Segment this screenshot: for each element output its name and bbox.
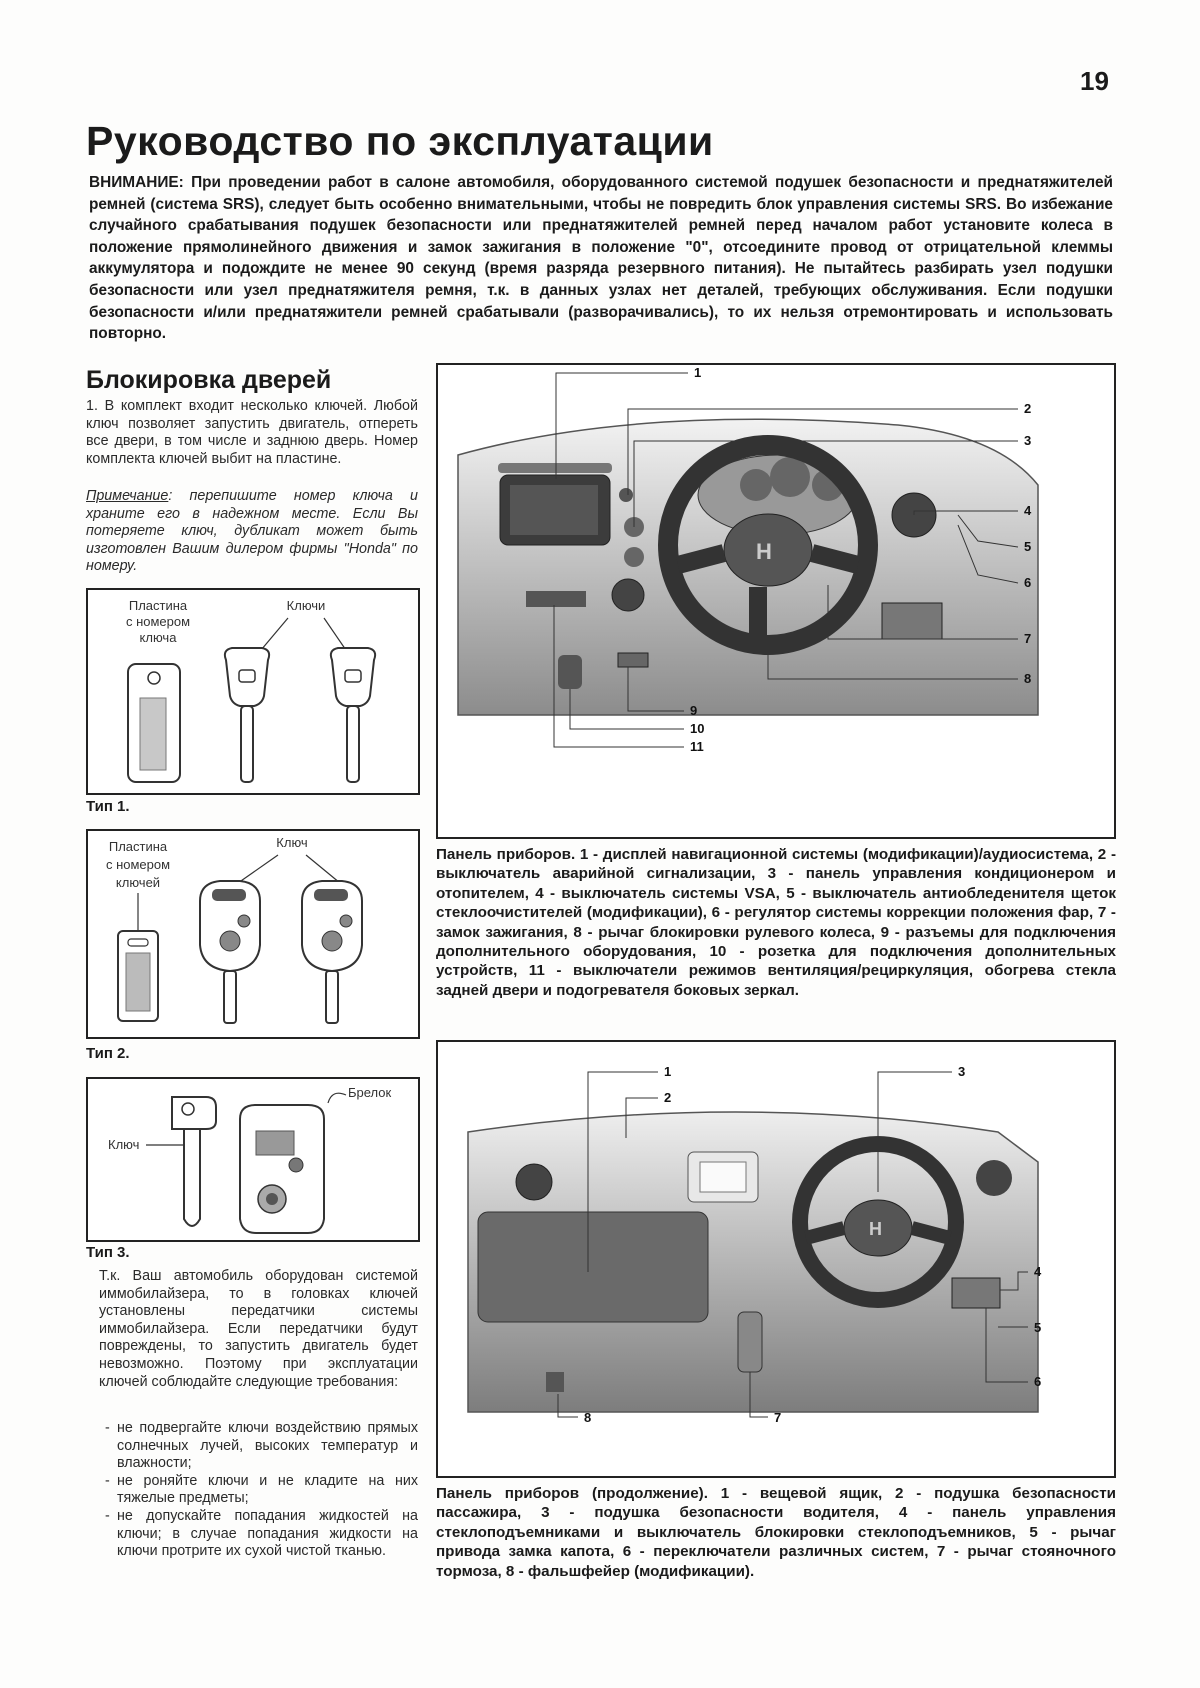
key-type-2-caption: Тип 2. (86, 1045, 130, 1062)
key-leader-right (306, 855, 340, 883)
key-type-1-illustration (86, 588, 420, 795)
callout-10: 10 (690, 721, 705, 736)
key-type-3-caption: Тип 3. (86, 1244, 130, 1261)
callout-11: 11 (690, 739, 704, 754)
page-title: Руководство по эксплуатации (86, 118, 714, 164)
plate-label-line2: с номером (125, 614, 191, 629)
note-text: : перепишите номер ключа и храните его в надежном месте. Если Вы потеряете ключ, дубликат может быть изготовлен Вашим дилером фирмы "Honda" по номеру. (86, 488, 418, 575)
callout-8: 8 (1024, 671, 1032, 686)
key-icon (331, 648, 375, 782)
dashboard-figure-1-caption: Панель приборов. 1 - дисплей навигационной системы (модификации)/аудиосистема, 2 - выключатель аварийной сигнализации, 3 - панель управления кондиционером и отопителем, 4 - выключатель системы VSA, 5 - выключатель антиобледенителя щеток стеклоочистителей (модификации), 6 - регулятор системы коррекции положения фар, 7 - замок зажигания, 8 - рычаг блокировки рулевого колеса, 9 - разъемы для подключения дополнительного оборудования, 10 - розетка для подключения дополнительных устройств, 11 - выключатели режимов вентиляция/рециркуляция, обогрева стекла задней двери и подогревателя боковых зеркал. (436, 846, 1116, 999)
key-label: Ключ (108, 1137, 140, 1152)
remote-key-icon (302, 881, 362, 1023)
key-label: Ключ (276, 835, 308, 850)
key-leader-left (238, 855, 278, 883)
key-type-1-caption: Тип 1. (86, 798, 130, 815)
plate-label-line2: с номером (105, 857, 171, 872)
callout-3: 3 (1024, 433, 1032, 448)
note-label: Примечание (86, 488, 169, 504)
plate-label-line3: ключа (139, 630, 177, 645)
blade-key-icon (172, 1097, 216, 1226)
callout-7: 7 (1024, 631, 1032, 646)
callout-1: 1 (664, 1064, 672, 1079)
dashboard-figure-2-caption: Панель приборов (продолжение). 1 - вещевой ящик, 2 - подушка безопасности пассажира, 3 - подушка безопасности водителя, 4 - панель управления стеклоподъемниками и выключатель блокировки стеклоподъемников, 5 - рычаг привода замка капота, 6 - переключатели различных систем, 7 - рычаг стояночного тормоза, 8 - фальшфейер (модификации). (436, 1485, 1116, 1580)
callout-5: 5 (1024, 539, 1032, 554)
key-type-3-illustration (86, 1077, 420, 1242)
dashboard-illustration (468, 1112, 1038, 1412)
key-fob-icon (240, 1105, 324, 1233)
key-type-2-illustration (86, 829, 420, 1039)
dashboard-figure-2 (436, 1040, 1116, 1478)
fob-leader (328, 1093, 346, 1103)
key-icon (225, 648, 269, 782)
remote-key-icon (200, 881, 260, 1023)
key-requirements-list (99, 1420, 418, 1561)
callout-2: 2 (1024, 401, 1032, 416)
callout-4: 4 (1024, 503, 1032, 518)
callout-1: 1 (694, 365, 702, 380)
callout-9: 9 (690, 703, 698, 718)
door-locks-note (86, 488, 418, 576)
callout-5: 5 (1034, 1320, 1042, 1335)
page-number: 19 (1080, 66, 1109, 96)
callout-3: 3 (958, 1064, 966, 1079)
fob-label: Брелок (348, 1085, 392, 1100)
list-item: - не роняйте ключи и не кладите на них тяжелые предметы; (99, 1473, 418, 1508)
plate-label-line3: ключей (115, 875, 161, 890)
immobilizer-paragraph: Т.к. Ваш автомобиль оборудован системой иммобилайзера, то в головках ключей установлены передатчики системы иммобилайзера. Если передатчики будут повреждены, то запустить двигатель будет невозможно. Поэтому при эксплуатации ключей соблюдайте следующие требования: (99, 1268, 418, 1390)
callout-4: 4 (1034, 1264, 1042, 1279)
callout-6: 6 (1024, 575, 1032, 590)
callout-8: 8 (584, 1410, 592, 1425)
list-item: - не допускайте попадания жидкостей на ключи; в случае попадания жидкости на ключи протрите их сухой чистой тканью. (99, 1508, 418, 1561)
callout-6: 6 (1034, 1374, 1042, 1389)
callout-7: 7 (774, 1410, 782, 1425)
keys-label: Ключи (286, 598, 326, 613)
dashboard-figure-1 (436, 363, 1116, 839)
dashboard-illustration (458, 419, 1038, 715)
plate-label-line1: Пластина (128, 598, 188, 613)
door-locks-paragraph: 1. В комплект входит несколько ключей. Любой ключ позволяет запустить двигатель, отпереть все двери, в том числе и заднюю дверь. Номер комплекта ключей выбит на пластине. (86, 398, 418, 467)
plate-label-line1: Пластина (108, 839, 168, 854)
list-item: - не подвергайте ключи воздействию прямых солнечных лучей, высоких температур и влажности; (99, 1420, 418, 1473)
number-plate-icon (128, 664, 180, 782)
number-plate-icon (118, 931, 158, 1021)
svg-text:H: H (756, 539, 772, 564)
section-title-door-locks: Блокировка дверей (86, 366, 332, 394)
srs-warning: ВНИМАНИЕ: При проведении работ в салоне автомобиля, оборудованного системой подушек безопасности и преднатяжителей ремней (система SRS), следует быть особенно внимательными, чтобы не повредить блок управления системы SRS. Во избежание случайного срабатывания подушек безопасности или преднатяжителей ремней перед началом работ установите колеса в положение прямолинейного движения и замок зажигания в положение "0", отсоедините провод от отрицательной клеммы аккумулятора и подождите не менее 90 секунд (время разряда резервного питания). Не пытайтесь разбирать узел подушки безопасности или узел преднатяжителя ремня, т.к. в данных узлах нет деталей, требующих обслуживания. Если подушки безопасности и/или преднатяжители ремней срабатывали (разворачивались), то их нельзя отремонтировать и использовать повторно. (89, 174, 1113, 343)
callout-2: 2 (664, 1090, 672, 1105)
svg-text:H: H (869, 1219, 882, 1239)
